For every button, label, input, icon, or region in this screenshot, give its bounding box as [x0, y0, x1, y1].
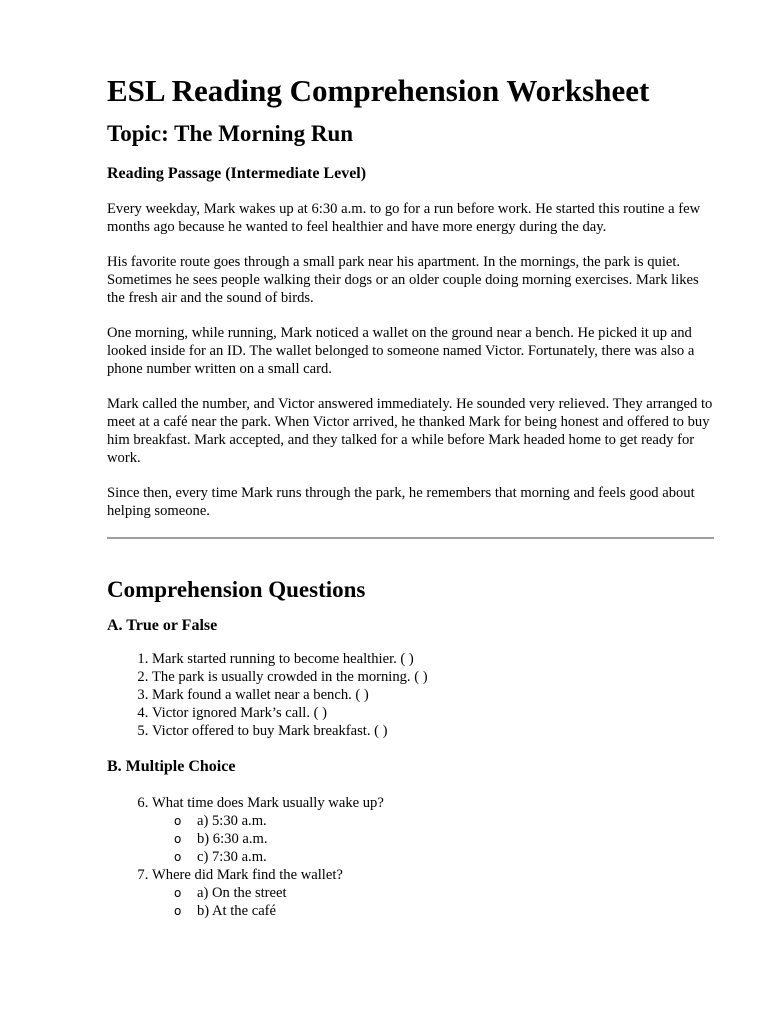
multiple-choice-list: [107, 794, 714, 920]
passage-paragraph: Mark called the number, and Victor answered immediately. He sounded very relieved. They arranged to meet at a café near the park. When Victor arrived, he thanked Mark for being honest and offered to buy him breakfast. Mark accepted, and they talked for a while before Mark headed home to get ready for work.: [107, 396, 713, 466]
passage-paragraph: Since then, every time Mark runs through the park, he remembers that morning and feels good about helping someone.: [107, 485, 695, 519]
option-list: [152, 812, 714, 866]
option-item: [174, 830, 714, 848]
option-item: [174, 812, 714, 830]
option-text: b) 6:30 a.m.: [197, 831, 268, 847]
circle-bullet-icon: o: [174, 814, 182, 828]
passage-paragraph: One morning, while running, Mark noticed a wallet on the ground near a bench. He picked it up and looked inside for an ID. The wallet belonged to someone named Victor. Fortunately, there was also a phone number written on a small card.: [107, 325, 695, 377]
topic-heading: Topic: The Morning Run: [107, 121, 354, 146]
option-text: c) 7:30 a.m.: [197, 849, 267, 865]
circle-bullet-icon: o: [174, 886, 182, 900]
question-text: What time does Mark usually wake up?: [152, 795, 384, 811]
section-divider: [107, 537, 714, 539]
questions-heading: Comprehension Questions: [107, 577, 366, 602]
passage-heading: Reading Passage (Intermediate Level): [107, 165, 367, 182]
list-item: 2. The park is usually crowded in the morning. ( ): [152, 668, 714, 686]
true-false-heading: A. True or False: [107, 617, 218, 634]
page-title: ESL Reading Comprehension Worksheet: [107, 73, 650, 108]
list-item: 1. Mark started running to become healthier. ( ): [152, 650, 714, 668]
multiple-choice-heading: B. Multiple Choice: [107, 758, 236, 775]
circle-bullet-icon: o: [174, 850, 182, 864]
option-item: [174, 884, 714, 902]
question-item: [152, 794, 714, 866]
list-item: 3. Mark found a wallet near a bench. ( ): [152, 686, 714, 704]
option-text: b) At the café: [197, 903, 277, 919]
option-item: [174, 848, 714, 866]
option-list: [152, 884, 714, 920]
circle-bullet-icon: o: [174, 904, 182, 918]
question-item: [152, 866, 714, 920]
list-item: 4. Victor ignored Mark’s call. ( ): [152, 704, 714, 722]
reading-passage: [107, 200, 714, 520]
list-item: 5. Victor offered to buy Mark breakfast. ( ): [152, 722, 714, 740]
passage-paragraph: Every weekday, Mark wakes up at 6:30 a.m. to go for a run before work. He started this routine a few months ago because he wanted to feel healthier and have more energy during the day.: [107, 201, 701, 235]
true-false-list: [107, 650, 714, 740]
option-item: [174, 902, 714, 920]
passage-paragraph: His favorite route goes through a small park near his apartment. In the mornings, the park is quiet. Sometimes he sees people walking their dogs or an older couple doing morning exercises. Mark likes the fresh air and the sound of birds.: [107, 254, 699, 306]
option-text: a) On the street: [197, 885, 287, 901]
option-text: a) 5:30 a.m.: [197, 813, 267, 829]
question-text: Where did Mark find the wallet?: [152, 867, 343, 883]
circle-bullet-icon: o: [174, 832, 182, 846]
